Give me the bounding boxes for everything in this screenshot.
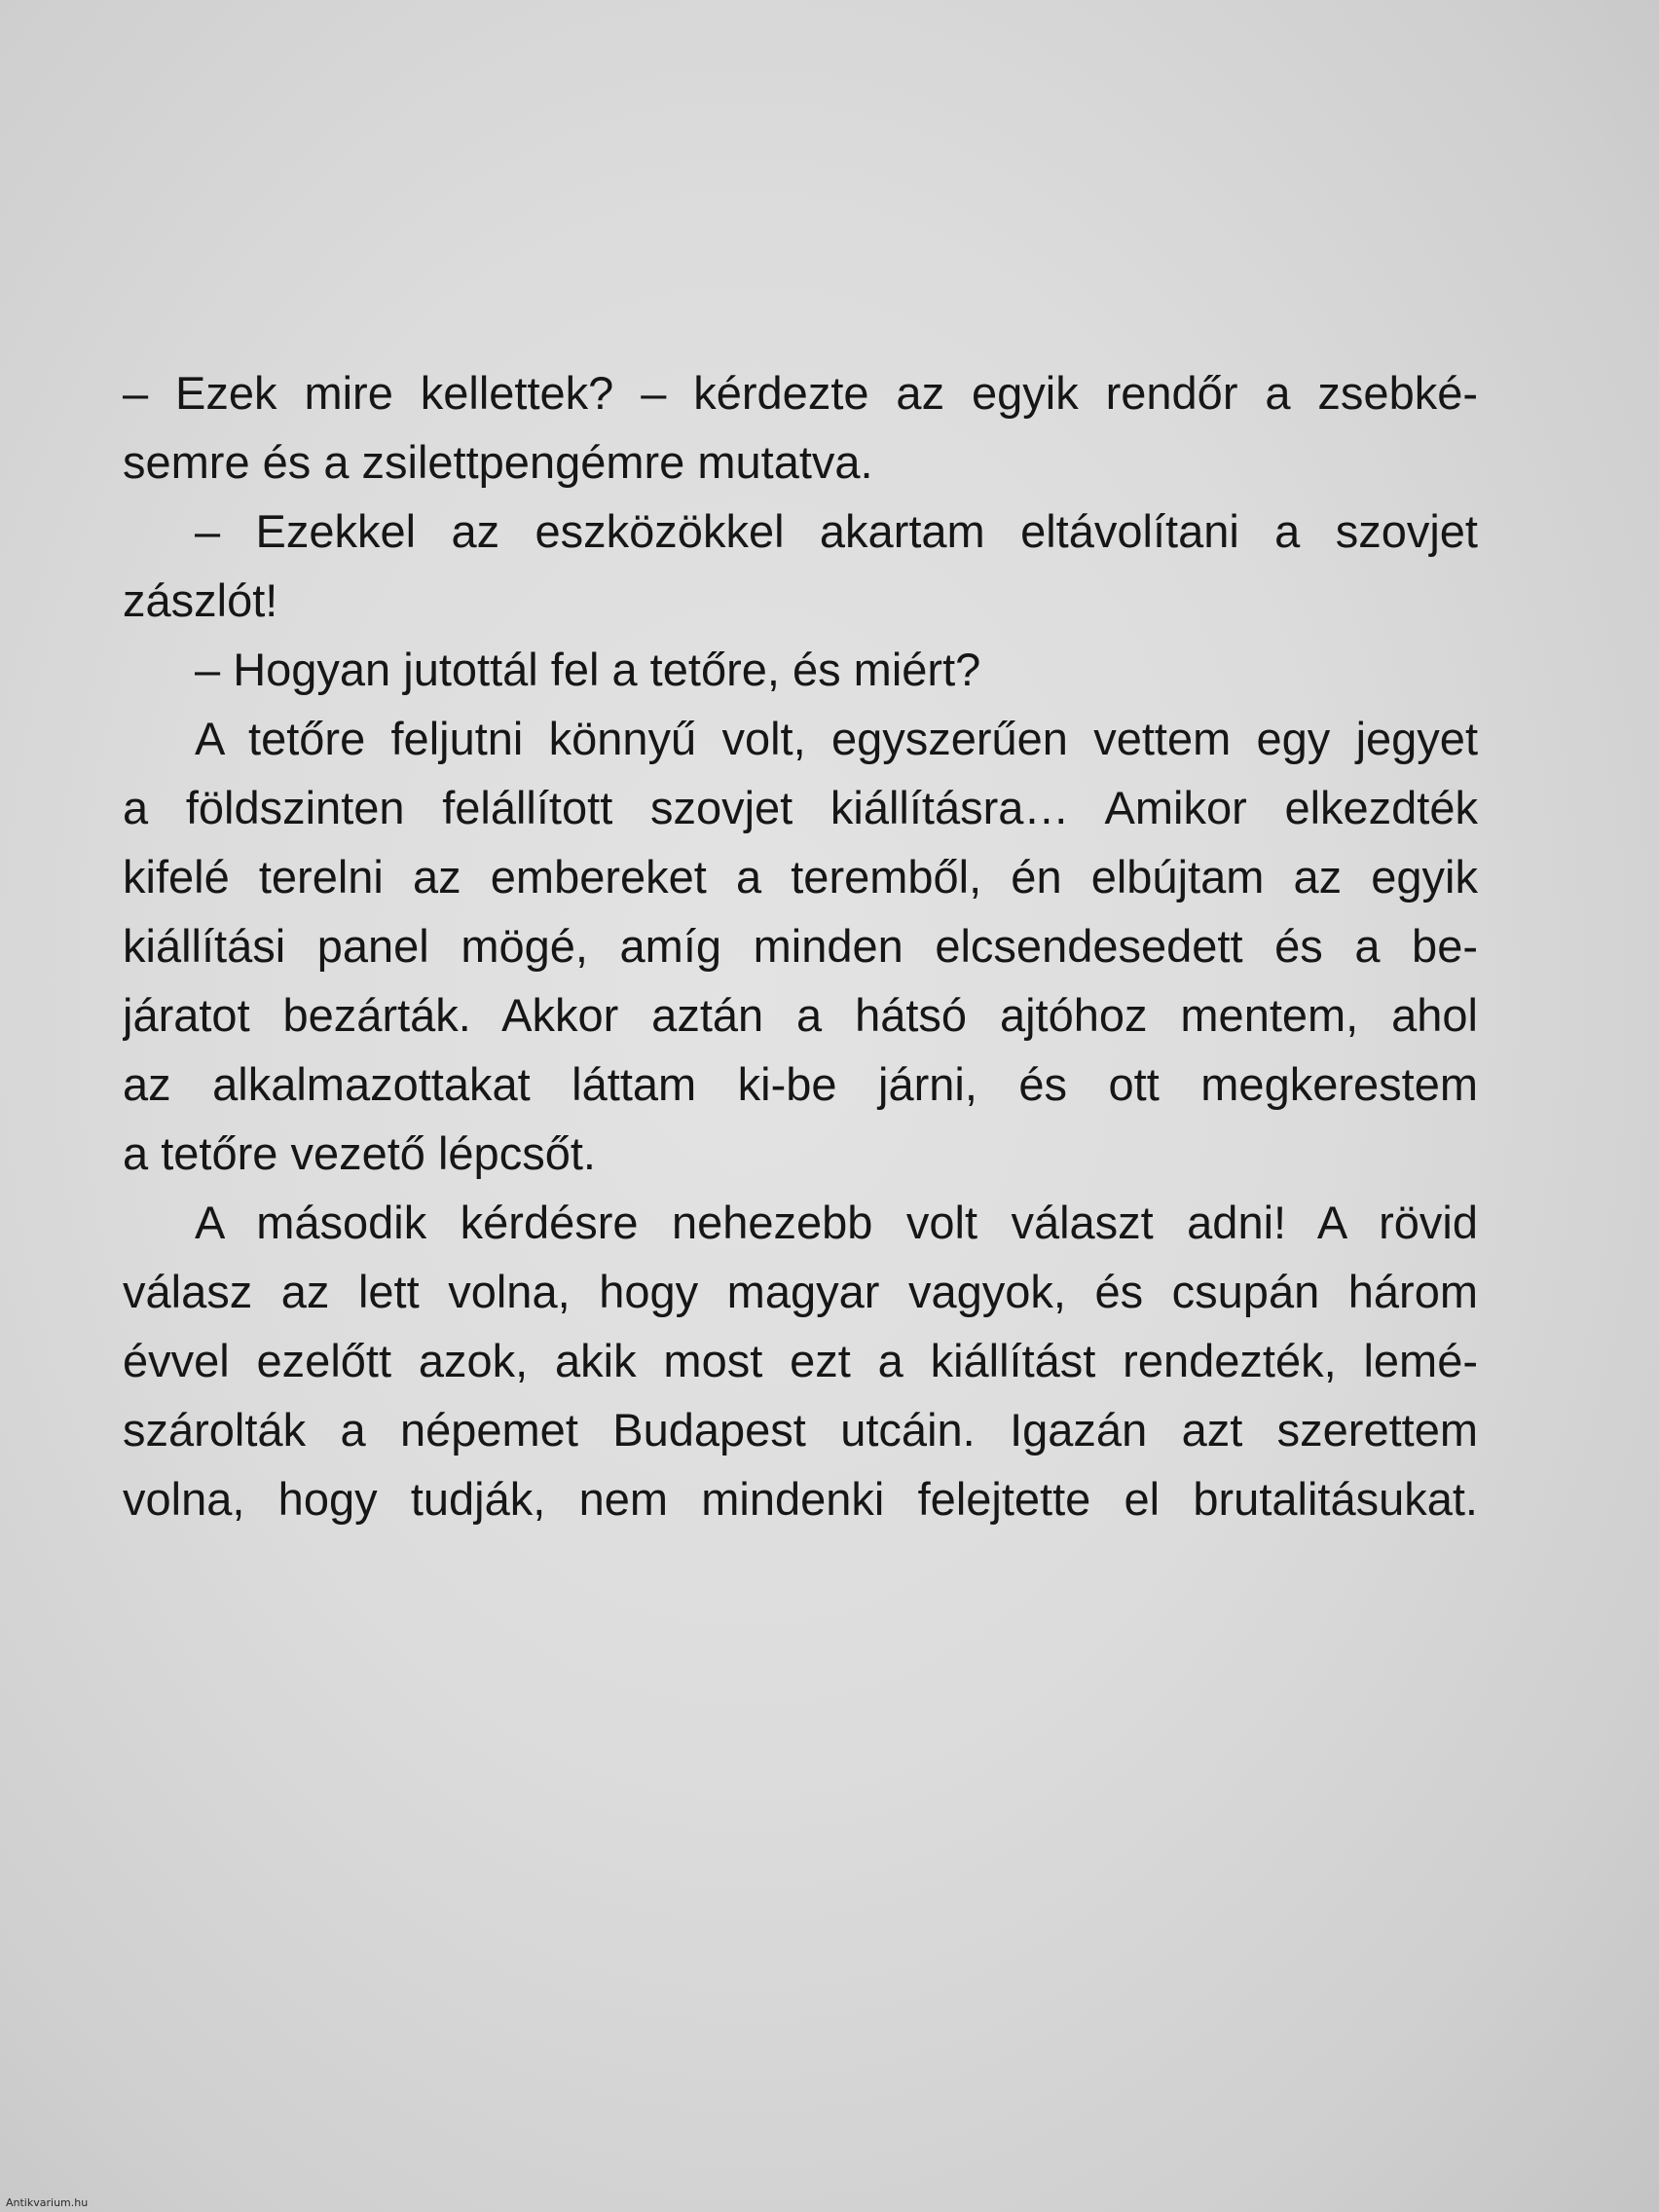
text-line: – Ezek mire kellettek? – kérdezte az egyik rendőr a zsebké- <box>123 367 1478 419</box>
text-line: a földszinten felállított szovjet kiállításra… Amikor elkezdték <box>123 782 1478 833</box>
text-line: az alkalmazottakat láttam ki-be járni, és ott megkerestem <box>123 1058 1478 1110</box>
text-line: – Ezekkel az eszközökkel akartam eltávolítani a szovjet <box>195 505 1478 557</box>
text-line: kiállítási panel mögé, amíg minden elcsendesedett és a be- <box>123 920 1478 972</box>
text-line: kifelé terelni az embereket a teremből, én elbújtam az egyik <box>123 851 1478 903</box>
text-line: semre és a zsilettpengémre mutatva. <box>123 436 873 488</box>
text-line: volna, hogy tudják, nem mindenki felejtette el brutalitásukat. <box>123 1473 1478 1525</box>
body-text <box>123 358 1478 1533</box>
text-line: a tetőre vezető lépcsőt. <box>123 1127 596 1179</box>
text-line: évvel ezelőtt azok, akik most ezt a kiállítást rendezték, lemé- <box>123 1335 1478 1386</box>
text-line: szárolták a népemet Budapest utcáin. Igazán azt szerettem <box>123 1404 1478 1456</box>
text-line: zászlót! <box>123 574 278 626</box>
text-line: A második kérdésre nehezebb volt választ adni! A rövid <box>195 1197 1478 1248</box>
text-line: – Hogyan jutottál fel a tetőre, és miért? <box>195 644 981 695</box>
text-line: válasz az lett volna, hogy magyar vagyok, és csupán három <box>123 1266 1478 1317</box>
text-line: járatot bezárták. Akkor aztán a hátsó ajtóhoz mentem, ahol <box>123 989 1478 1041</box>
watermark: Antikvarium.hu <box>6 2196 89 2209</box>
text-line: A tetőre feljutni könnyű volt, egyszerűen vettem egy jegyet <box>195 713 1478 764</box>
